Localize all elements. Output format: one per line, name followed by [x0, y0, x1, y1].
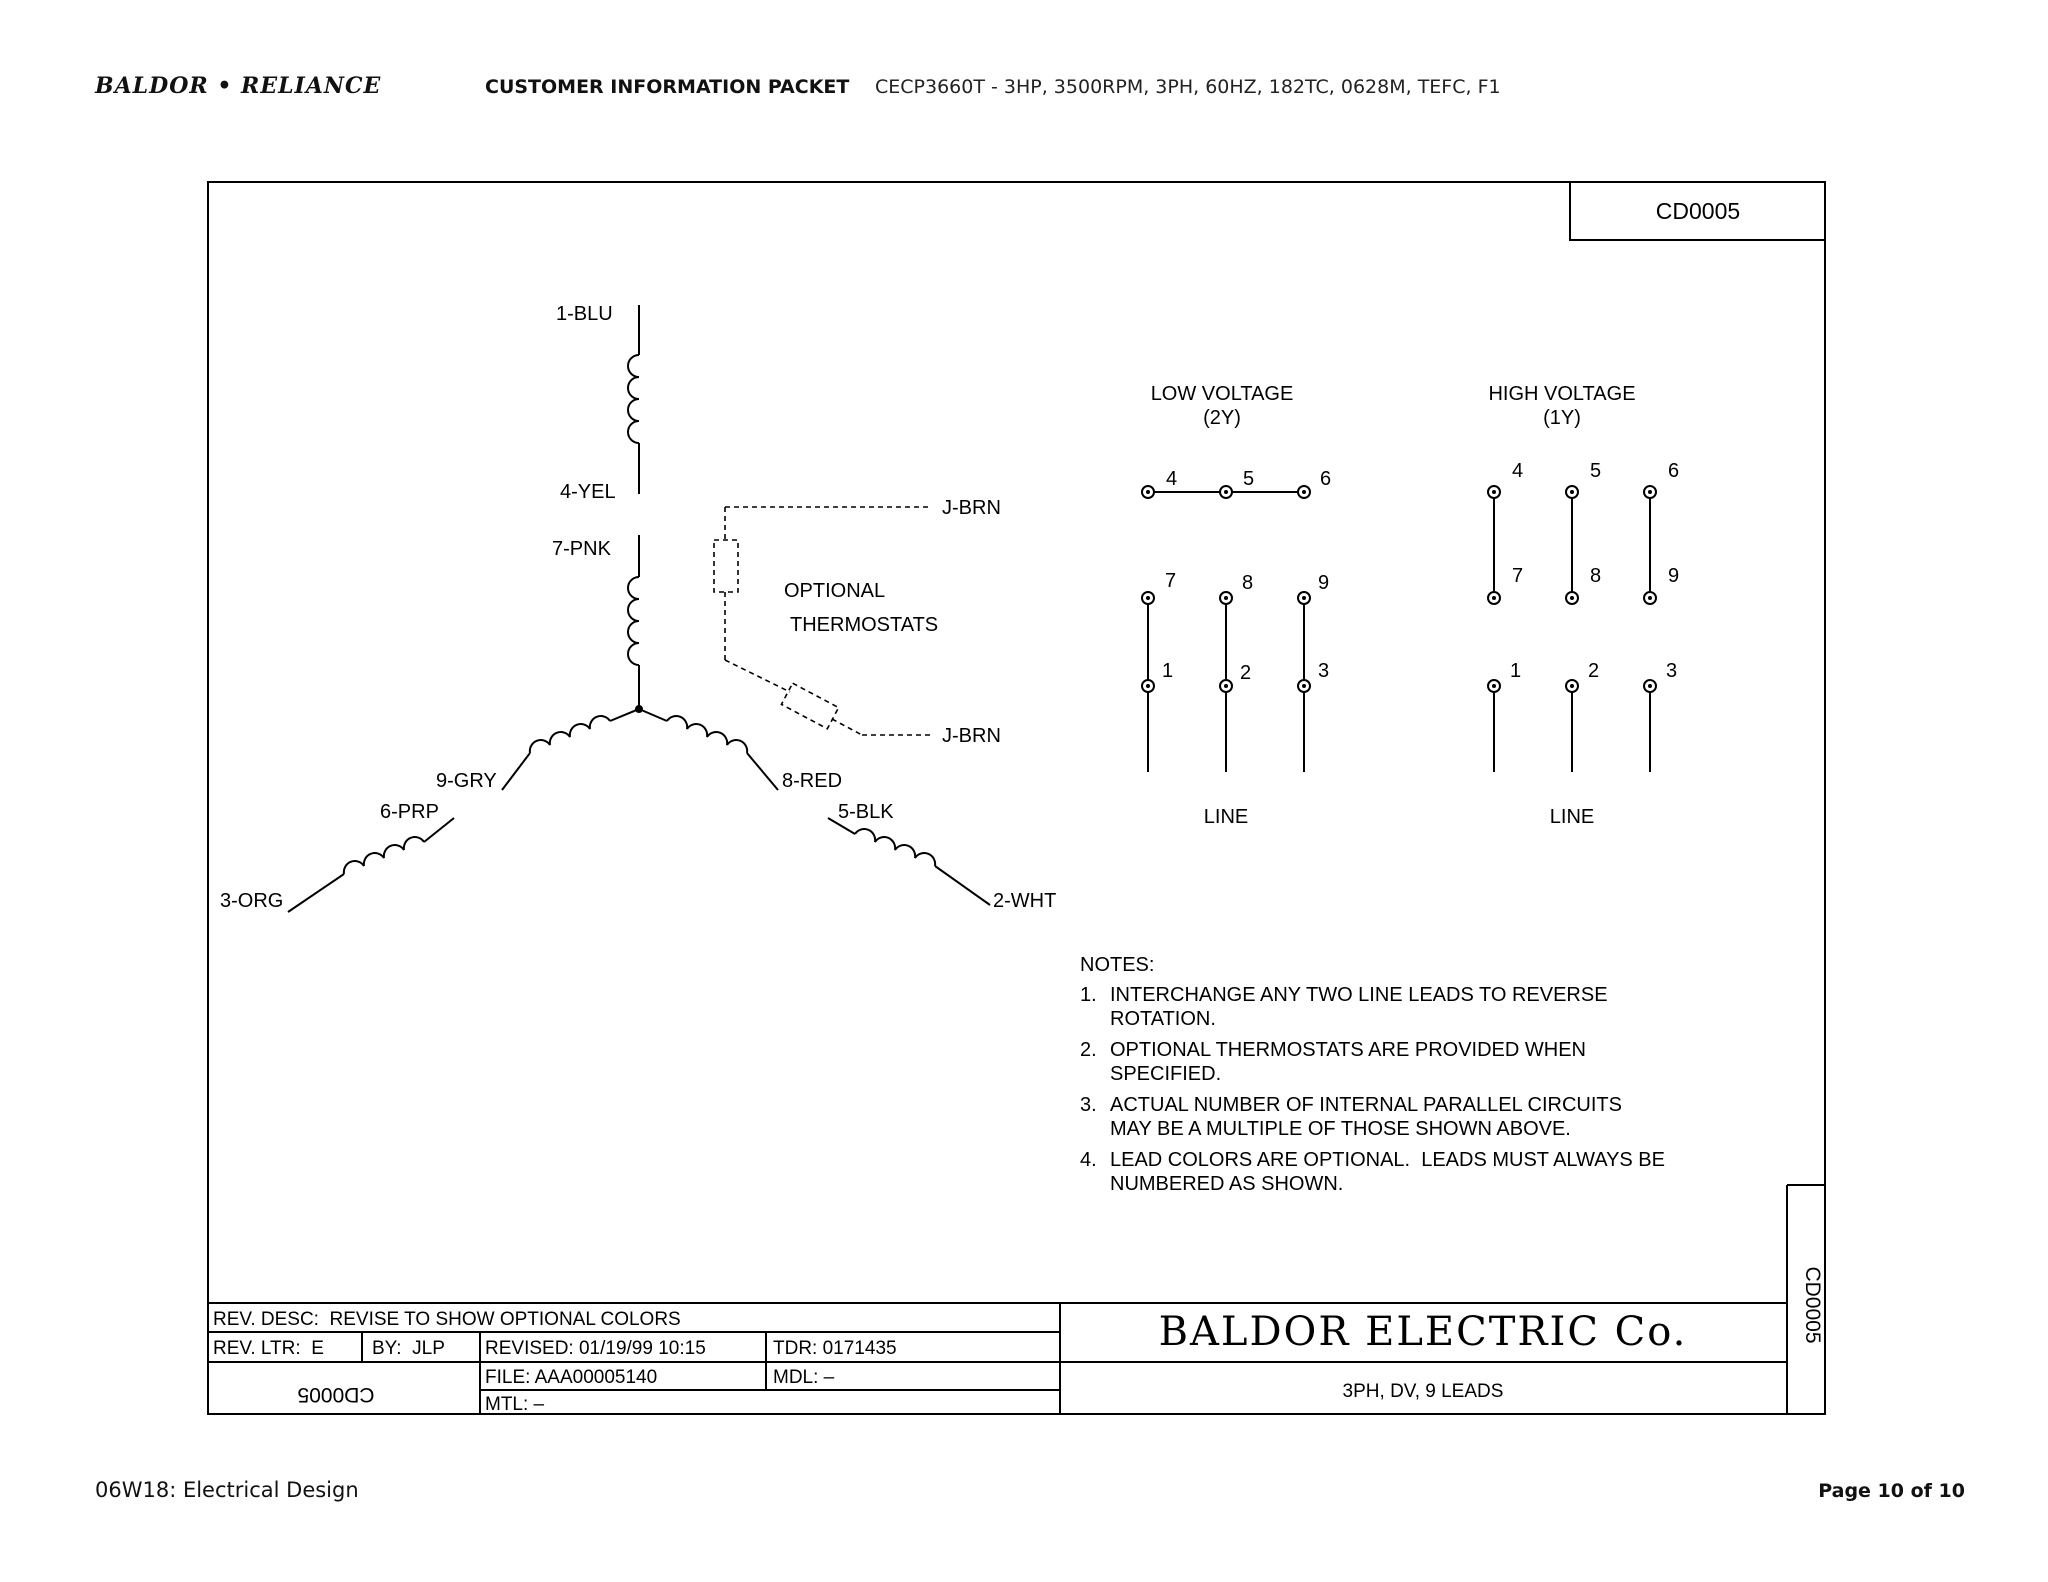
- thermostat-label-line-1: OPTIONAL: [784, 580, 886, 602]
- low-voltage-connection: [1142, 383, 1331, 828]
- note-2-number: 2.: [1080, 1039, 1097, 1061]
- tdr-number: TDR: 0171435: [773, 1338, 897, 1359]
- hv-terminal-6: 6: [1668, 460, 1680, 482]
- revised-date: REVISED: 01/19/99 10:15: [485, 1338, 706, 1359]
- lv-terminal-1: 1: [1162, 660, 1174, 682]
- hv-terminal-4: 4: [1512, 460, 1524, 482]
- thermostat-1: [714, 540, 738, 592]
- hv-terminal-7: 7: [1512, 565, 1524, 587]
- thermostat-lead-upper: J-BRN: [942, 497, 1001, 519]
- mdl-value: MDL: –: [773, 1367, 835, 1388]
- note-3-line-2: MAY BE A MULTIPLE OF THOSE SHOWN ABOVE.: [1110, 1118, 1571, 1140]
- title-block: [208, 1185, 1825, 1414]
- high-voltage-title: HIGH VOLTAGE: [1488, 383, 1636, 405]
- footer-left: 06W18: Electrical Design: [95, 1478, 359, 1502]
- lv-terminal-4: 4: [1166, 468, 1178, 490]
- coil-1-4: [628, 355, 639, 443]
- low-voltage-title: LOW VOLTAGE: [1150, 383, 1294, 405]
- drawn-by: BY: JLP: [372, 1338, 445, 1359]
- lead-label-9-gry: 9-GRY: [436, 770, 497, 792]
- note-4-line-2: NUMBERED AS SHOWN.: [1110, 1173, 1344, 1195]
- low-voltage-line-label: LINE: [1203, 806, 1249, 828]
- note-2-line-1: OPTIONAL THERMOSTATS ARE PROVIDED WHEN: [1110, 1039, 1586, 1061]
- thermostat-2: [781, 683, 838, 729]
- high-voltage-subtitle: (1Y): [1543, 407, 1581, 429]
- high-voltage-line-label: LINE: [1549, 806, 1595, 828]
- hv-terminal-3: 3: [1666, 660, 1678, 682]
- thermostat-labels: [784, 497, 1001, 747]
- header-section-title: CUSTOMER INFORMATION PACKET: [485, 76, 850, 98]
- header-model-info: CECP3660T - 3HP, 3500RPM, 3PH, 60HZ, 182TC, 0628M, TEFC, F1: [875, 76, 1501, 98]
- low-voltage-subtitle: (2Y): [1203, 407, 1241, 429]
- note-1-number: 1.: [1080, 984, 1097, 1006]
- title-block-number-rotated: CD0005: [297, 1383, 375, 1406]
- lv-terminal-7: 7: [1165, 570, 1177, 592]
- file-number: FILE: AAA00005140: [485, 1367, 658, 1388]
- note-3-line-1: ACTUAL NUMBER OF INTERNAL PARALLEL CIRCUITS: [1110, 1094, 1622, 1116]
- lead-label-7-pnk: 7-PNK: [552, 538, 611, 560]
- notes: [1080, 954, 1665, 1195]
- hv-terminal-8: 8: [1590, 565, 1602, 587]
- lead-label-1-blu: 1-BLU: [556, 303, 613, 325]
- title-block-number-side: CD0005: [1801, 1266, 1824, 1344]
- lv-terminal-9: 9: [1318, 572, 1330, 594]
- coil-7-center: [628, 577, 639, 665]
- note-1-line-1: INTERCHANGE ANY TWO LINE LEADS TO REVERSE: [1110, 984, 1608, 1006]
- drawing-border: [208, 182, 1825, 1414]
- coil-6-3: [344, 837, 424, 874]
- rev-desc: REV. DESC: REVISE TO SHOW OPTIONAL COLORS: [213, 1309, 681, 1330]
- lead-label-8-red: 8-RED: [782, 770, 843, 792]
- lv-terminal-3: 3: [1318, 660, 1330, 682]
- lead-label-3-org: 3-ORG: [220, 890, 284, 912]
- rev-ltr: REV. LTR: E: [213, 1338, 324, 1359]
- lv-terminal-2: 2: [1240, 662, 1252, 684]
- lead-label-2-wht: 2-WHT: [993, 890, 1057, 912]
- lv-terminal-8: 8: [1242, 572, 1254, 594]
- lead-label-4-yel: 4-YEL: [560, 481, 616, 503]
- note-1-line-2: ROTATION.: [1110, 1008, 1216, 1030]
- thermostat-label-line-2: THERMOSTATS: [790, 614, 939, 636]
- notes-title: NOTES:: [1080, 954, 1155, 976]
- thermostat-lead-lower: J-BRN: [942, 725, 1001, 747]
- company-name: BALDOR ELECTRIC Co.: [1158, 1309, 1688, 1355]
- note-4-number: 4.: [1080, 1149, 1097, 1171]
- hv-terminal-1: 1: [1510, 660, 1522, 682]
- lv-terminal-6: 6: [1320, 468, 1332, 490]
- high-voltage-connection: [1488, 383, 1679, 828]
- drawing-description: 3PH, DV, 9 LEADS: [1342, 1381, 1504, 1402]
- brand-logo: BALDOR • RELIANCE: [95, 73, 382, 99]
- lv-terminal-5: 5: [1243, 468, 1255, 490]
- hv-terminal-9: 9: [1668, 565, 1680, 587]
- hv-terminal-2: 2: [1588, 660, 1600, 682]
- page-header: [94, 73, 1501, 99]
- note-3-number: 3.: [1080, 1094, 1097, 1116]
- hv-terminal-5: 5: [1590, 460, 1602, 482]
- coil-center-8: [667, 716, 747, 753]
- mtl-value: MTL: –: [485, 1394, 545, 1415]
- coil-center-9: [530, 716, 610, 753]
- note-2-line-2: SPECIFIED.: [1110, 1063, 1222, 1085]
- footer-page-number: Page 10 of 10: [1818, 1480, 1965, 1502]
- drawing-number: CD0005: [1655, 198, 1741, 224]
- wye-lead-labels: [220, 303, 1056, 912]
- lead-label-6-prp: 6-PRP: [380, 801, 439, 823]
- lead-label-5-blk: 5-BLK: [838, 801, 894, 823]
- coil-5-2: [855, 829, 935, 866]
- note-4-line-1: LEAD COLORS ARE OPTIONAL. LEADS MUST ALWAYS BE: [1110, 1149, 1665, 1171]
